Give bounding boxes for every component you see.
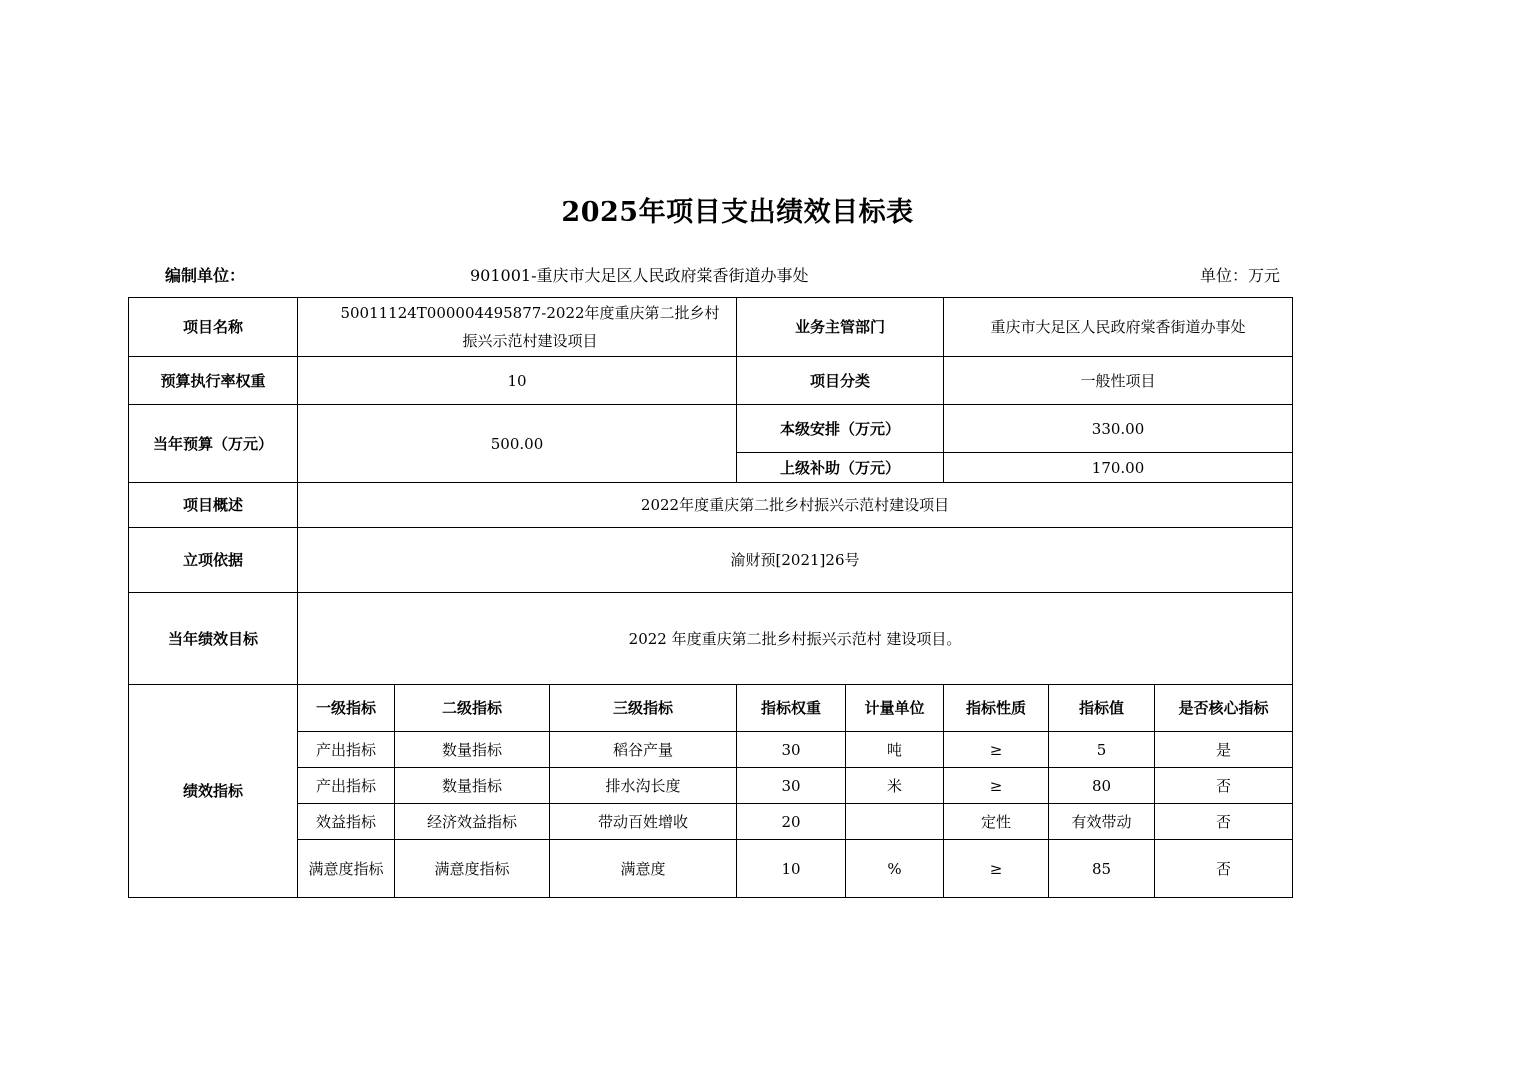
local-label: 本级安排（万元） [737,405,944,453]
indicator-cell: 是 [1155,732,1293,768]
indicator-header: 指标值 [1049,685,1155,732]
indicator-cell: 10 [737,840,846,898]
budget-label: 当年预算（万元） [129,405,298,483]
indicator-header: 二级指标 [395,685,550,732]
category-label: 项目分类 [737,357,944,405]
indicator-header: 三级指标 [550,685,737,732]
indicator-cell: % [846,840,944,898]
basis-value: 渝财预[2021]26号 [298,528,1293,593]
page-title: 2025年项目支出绩效目标表 [561,197,914,228]
weight-label: 预算执行率权重 [129,357,298,405]
indicator-cell: 5 [1049,732,1155,768]
table-row [129,804,1293,840]
indicator-header: 计量单位 [846,685,944,732]
table-row [129,768,1293,804]
indicator-cell: ≥ [944,840,1049,898]
indicator-header: 指标权重 [737,685,846,732]
indicator-cell: 满意度 [550,840,737,898]
basis-label: 立项依据 [129,528,298,593]
indicator-cell: 稻谷产量 [550,732,737,768]
upper-label: 上级补助（万元） [737,453,944,483]
indicator-cell: 吨 [846,732,944,768]
indicator-cell: 30 [737,768,846,804]
table-row [129,840,1293,898]
indicator-cell: 20 [737,804,846,840]
category-value: 一般性项目 [944,357,1293,405]
goal-value: 2022 年度重庆第二批乡村振兴示范村 建设项目。 [298,593,1293,685]
indicator-cell: ≥ [944,732,1049,768]
indicator-cell: 米 [846,768,944,804]
indicator-cell: 定性 [944,804,1049,840]
indicator-cell: 否 [1155,804,1293,840]
currency-unit: 单位：万元 [1200,266,1281,285]
upper-value: 170.00 [944,453,1293,483]
indicator-header: 是否核心指标 [1155,685,1293,732]
indicator-cell: 效益指标 [298,804,395,840]
indicator-cell: 带动百姓增收 [550,804,737,840]
indicator-cell: 否 [1155,768,1293,804]
indicator-cell: 数量指标 [395,768,550,804]
indicator-cell: ≥ [944,768,1049,804]
indicator-cell: 产出指标 [298,732,395,768]
indicator-cell: 满意度指标 [395,840,550,898]
dept-value: 重庆市大足区人民政府棠香街道办事处 [944,298,1293,357]
indicators-label: 绩效指标 [129,685,298,898]
goal-label: 当年绩效目标 [129,593,298,685]
indicator-cell: 30 [737,732,846,768]
dept-label: 业务主管部门 [737,298,944,357]
indicator-cell: 有效带动 [1049,804,1155,840]
project-name-label: 项目名称 [129,298,298,357]
indicator-header: 一级指标 [298,685,395,732]
prepared-by-value: 901001-重庆市大足区人民政府棠香街道办事处 [470,266,809,285]
indicator-header: 指标性质 [944,685,1049,732]
performance-table [128,297,1293,898]
overview-label: 项目概述 [129,483,298,528]
indicator-cell: 数量指标 [395,732,550,768]
local-value: 330.00 [944,405,1293,453]
weight-value: 10 [298,357,737,405]
overview-value: 2022年度重庆第二批乡村振兴示范村建设项目 [298,483,1293,528]
indicator-cell: 85 [1049,840,1155,898]
indicator-cell: 排水沟长度 [550,768,737,804]
indicator-cell: 产出指标 [298,768,395,804]
project-name-value: 50011124T000004495877-2022年度重庆第二批乡村振兴示范村建设项目 [298,298,737,357]
budget-value: 500.00 [298,405,737,483]
table-row [129,732,1293,768]
indicator-cell: 满意度指标 [298,840,395,898]
indicator-cell: 否 [1155,840,1293,898]
indicator-cell: 80 [1049,768,1155,804]
prepared-by-label: 编制单位： [165,266,246,285]
indicator-cell [846,804,944,840]
indicator-cell: 经济效益指标 [395,804,550,840]
